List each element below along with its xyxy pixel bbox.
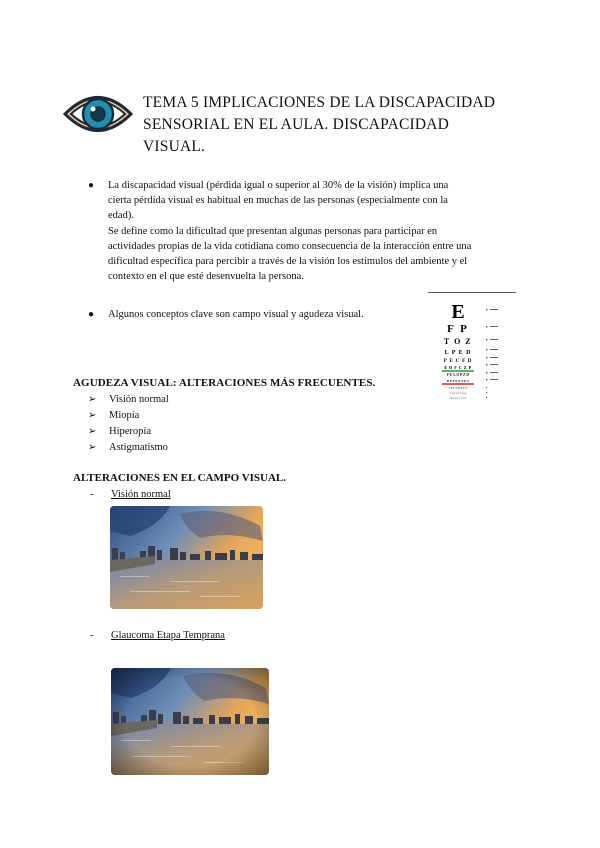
chart-row: P E C F D [443,359,473,364]
chart-row: D E F P O T E C [446,379,470,383]
chart-row: L E F O D P C T [448,387,468,390]
list-item [88,424,169,440]
title-line-2: SENSORIAL EN EL AULA. DISCAPACIDAD [143,116,450,133]
chart-row: P E Z O L C F T D [449,398,467,400]
list-item-label: Hiperopía [109,426,151,437]
text-line: contexto en el que esté desenvuelta la persona. [108,271,304,283]
agudeza-list [88,392,169,456]
chart-row: F E L O P Z D [447,373,469,377]
text-line: edad). [108,210,134,222]
arrow-bullet-icon: ➢ [88,426,97,437]
list-item-label: Visión normal [109,394,169,405]
text-line: actividades propias de la vida cotidiana como consecuencia de la interacción entre una [108,240,472,252]
title-line-3: VISUAL. [143,138,206,155]
list-item [88,440,169,456]
bullet-list [87,178,527,284]
text-line: Se define como la dificultad que presentan algunas personas para participar en [108,225,438,237]
bullet-definition [87,178,527,284]
chart-row: F P [447,323,469,335]
chart-row: E [451,301,465,323]
section-heading-campo: ALTERACIONES EN EL CAMPO VISUAL. [73,472,287,484]
text-line: La discapacidad visual (pérdida igual o superior al 30% de la visión) implica una [108,180,449,191]
arrow-bullet-icon: ➢ [88,442,97,453]
list-item [88,392,169,408]
eye-icon [62,87,134,141]
dash-bullet: - [90,489,94,500]
arrow-bullet-icon: ➢ [88,410,97,421]
list-item [90,630,350,644]
dash-bullet: - [90,630,94,641]
arrow-bullet-icon: ➢ [88,394,97,405]
list-item-label: Astigmatismo [109,442,168,453]
photo-normal-vision [110,506,263,609]
chart-row: E D F C Z P [444,365,472,370]
chart-row: T O Z [443,337,473,346]
list-item [90,489,290,503]
list-item [88,408,169,424]
page-title [143,92,543,158]
text-line: dificultad específica para percibir a través de la visión los estímulos del ambiente y el [108,256,468,268]
title-line-1: TEMA 5 IMPLICACIONES DE LA DISCAPACIDAD [143,94,496,111]
text-line: Algunos conceptos clave son campo visual y agudeza visual. [108,309,364,320]
text-line: cierta pérdida visual es habitual en muchas de las personas (especialmente con la [108,195,448,207]
bullet-marker: ● [88,309,95,320]
list-item-label: Visión normal [111,489,171,500]
chart-row: L P E D [444,350,472,356]
bullet-key-concepts [87,307,364,322]
divider [428,292,516,293]
list-item-label: Miopía [109,410,140,421]
bullet-marker: ● [88,180,95,191]
snellen-chart-image [436,298,508,402]
list-item-label: Glaucoma Etapa Temprana [111,630,225,641]
section-heading-agudeza: AGUDEZA VISUAL: ALTERACIONES MÁS FRECUENTES. [73,377,376,389]
chart-row: F D P L T C E O [449,392,467,395]
photo-early-glaucoma [111,668,269,775]
